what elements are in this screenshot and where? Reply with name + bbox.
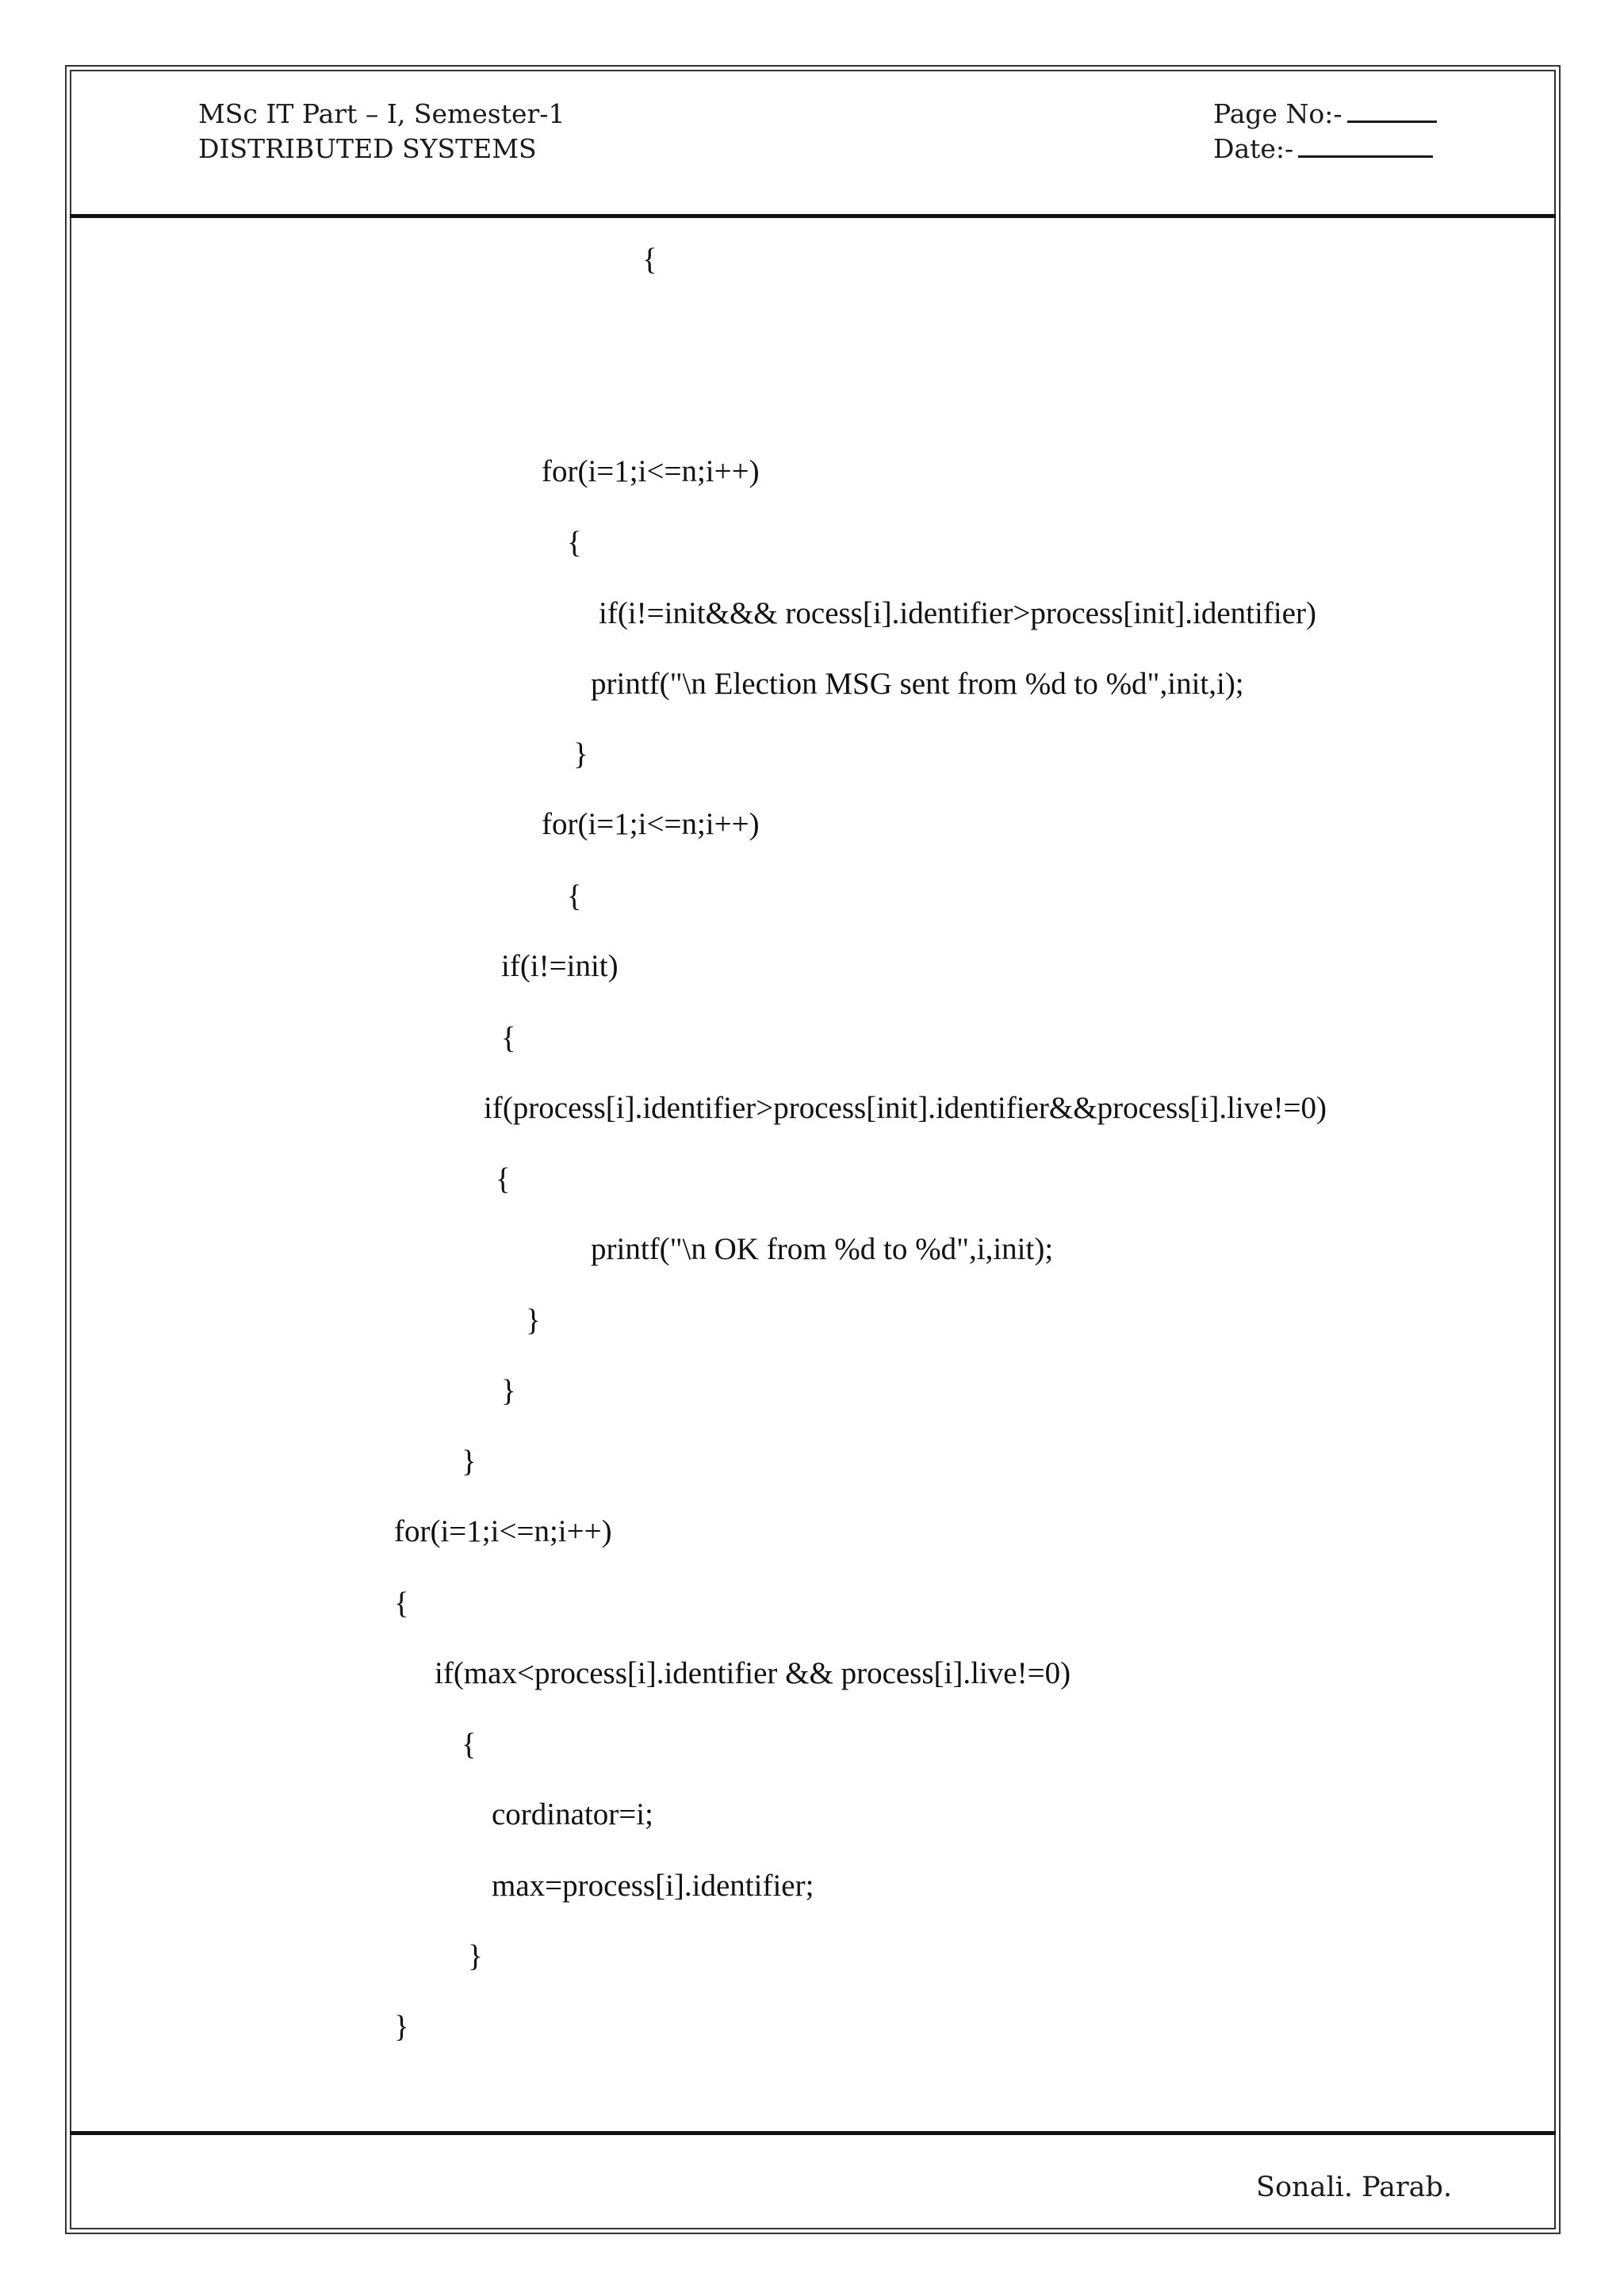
page-number-field <box>1213 97 1437 132</box>
date-blank <box>1298 132 1433 158</box>
code-line: if(process[i].identifier>process[init].identifier&&process[i].live!=0) <box>484 1091 1327 1125</box>
code-line: { <box>462 1728 477 1762</box>
code-line: { <box>642 243 657 277</box>
code-line: for(i=1;i<=n;i++) <box>542 807 760 841</box>
page-number-label: Page No:- <box>1213 98 1342 129</box>
page-border-inner <box>70 70 1556 2229</box>
code-line: for(i=1;i<=n;i++) <box>394 1514 612 1548</box>
code-line: cordinator=i; <box>492 1797 653 1831</box>
code-line: printf("\n OK from %d to %d",i,init); <box>591 1232 1054 1266</box>
date-label: Date:- <box>1213 133 1294 164</box>
code-line: } <box>394 2010 409 2044</box>
code-line: } <box>468 1939 483 1973</box>
code-line: { <box>501 1021 516 1055</box>
code-line: { <box>394 1586 409 1621</box>
footer-rule <box>70 2131 1556 2135</box>
date-field <box>1213 132 1433 166</box>
code-line: if(max<process[i].identifier && process[i].live!=0) <box>435 1656 1071 1690</box>
code-line: if(i!=init) <box>501 949 619 983</box>
code-line: } <box>462 1445 477 1479</box>
course-title: MSc IT Part – I, Semester-1 <box>198 98 565 129</box>
code-line: max=process[i].identifier; <box>492 1869 814 1903</box>
code-line: } <box>501 1374 516 1408</box>
code-line: if(i!=init&&& rocess[i].identifier>process[init].identifier) <box>599 596 1316 630</box>
subject-title: DISTRIBUTED SYSTEMS <box>198 133 537 164</box>
header-rule <box>70 214 1556 218</box>
author-signature: Sonali. Parab. <box>1256 2172 1453 2203</box>
code-line: { <box>567 526 582 560</box>
code-line: } <box>573 737 588 771</box>
code-line: } <box>526 1303 541 1337</box>
code-line: { <box>496 1162 511 1196</box>
code-line: { <box>567 879 582 913</box>
page-number-blank <box>1347 97 1437 123</box>
code-line: printf("\n Election MSG sent from %d to %d",init,i); <box>591 667 1244 701</box>
code-line: for(i=1;i<=n;i++) <box>542 454 760 488</box>
